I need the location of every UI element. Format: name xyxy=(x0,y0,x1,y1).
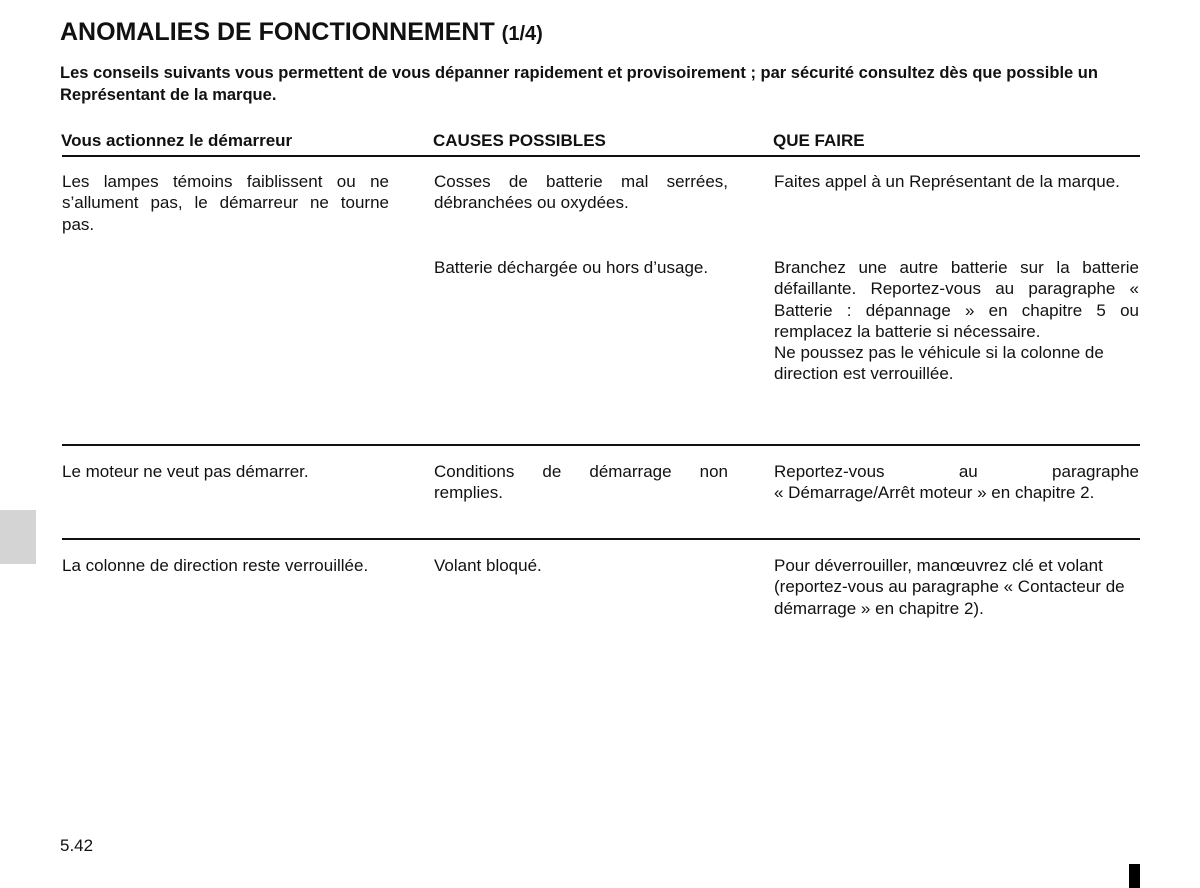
row1-remedy2-warning: Ne poussez pas le véhicule si la colonne de direction est verrouillée. xyxy=(774,343,1104,384)
row1-remedy2 xyxy=(774,257,1139,385)
row3-remedy: Pour déverrouiller, manœuvrez clé et volant (reportez-vous au paragraphe « Contacteur de démarrage » en chapitre 2). xyxy=(774,556,1125,618)
row2-remedy xyxy=(774,461,1139,504)
row1-remedy2-main: Branchez une autre batterie sur la batterie défaillante. Reportez-vous au paragraphe « Batterie : dépannage » en chapitre 5 ou remplacez la batterie si nécessaire. xyxy=(774,258,1139,341)
page-number: 5.42 xyxy=(60,836,94,855)
page-title-part: (1/4) xyxy=(501,23,543,45)
intro-paragraph: Les conseils suivants vous permettent de vous dépanner rapidement et provisoirement ; par sécurité consultez dès que possible un Représentant de la marque. xyxy=(60,64,1098,104)
header-causes: CAUSES POSSIBLES xyxy=(433,131,606,150)
page-title-text: ANOMALIES DE FONCTIONNEMENT xyxy=(60,18,495,46)
header-remedy: QUE FAIRE xyxy=(773,131,865,150)
row2-remedy-line1: Reportez-vous au paragraphe xyxy=(774,462,1139,481)
row1-cause1: Cosses de batterie mal serrées, débranchées ou oxydées. xyxy=(434,172,728,213)
row1-cause2: Batterie déchargée ou hors d’usage. xyxy=(434,258,709,277)
row2-cause: Conditions de démarrage non remplies. xyxy=(434,462,728,503)
page-edge-mark xyxy=(1129,864,1140,888)
row2-symptom: Le moteur ne veut pas démarrer. xyxy=(62,462,309,481)
row3-symptom: La colonne de direction reste verrouillée. xyxy=(62,556,369,575)
page-title xyxy=(60,18,543,47)
header-starter: Vous actionnez le démarreur xyxy=(61,131,293,150)
row1-remedy1: Faites appel à un Représentant de la marque. xyxy=(774,172,1120,191)
chapter-tab xyxy=(0,510,36,564)
row1-symptom: Les lampes témoins faiblissent ou ne s’allument pas, le démarreur ne tourne pas. xyxy=(62,172,389,234)
row3-cause: Volant bloqué. xyxy=(434,556,542,575)
header-divider xyxy=(62,155,1140,157)
row-divider xyxy=(62,538,1140,540)
row2-remedy-line2: « Démarrage/Arrêt moteur » en chapitre 2. xyxy=(774,483,1095,503)
row-divider xyxy=(62,444,1140,446)
